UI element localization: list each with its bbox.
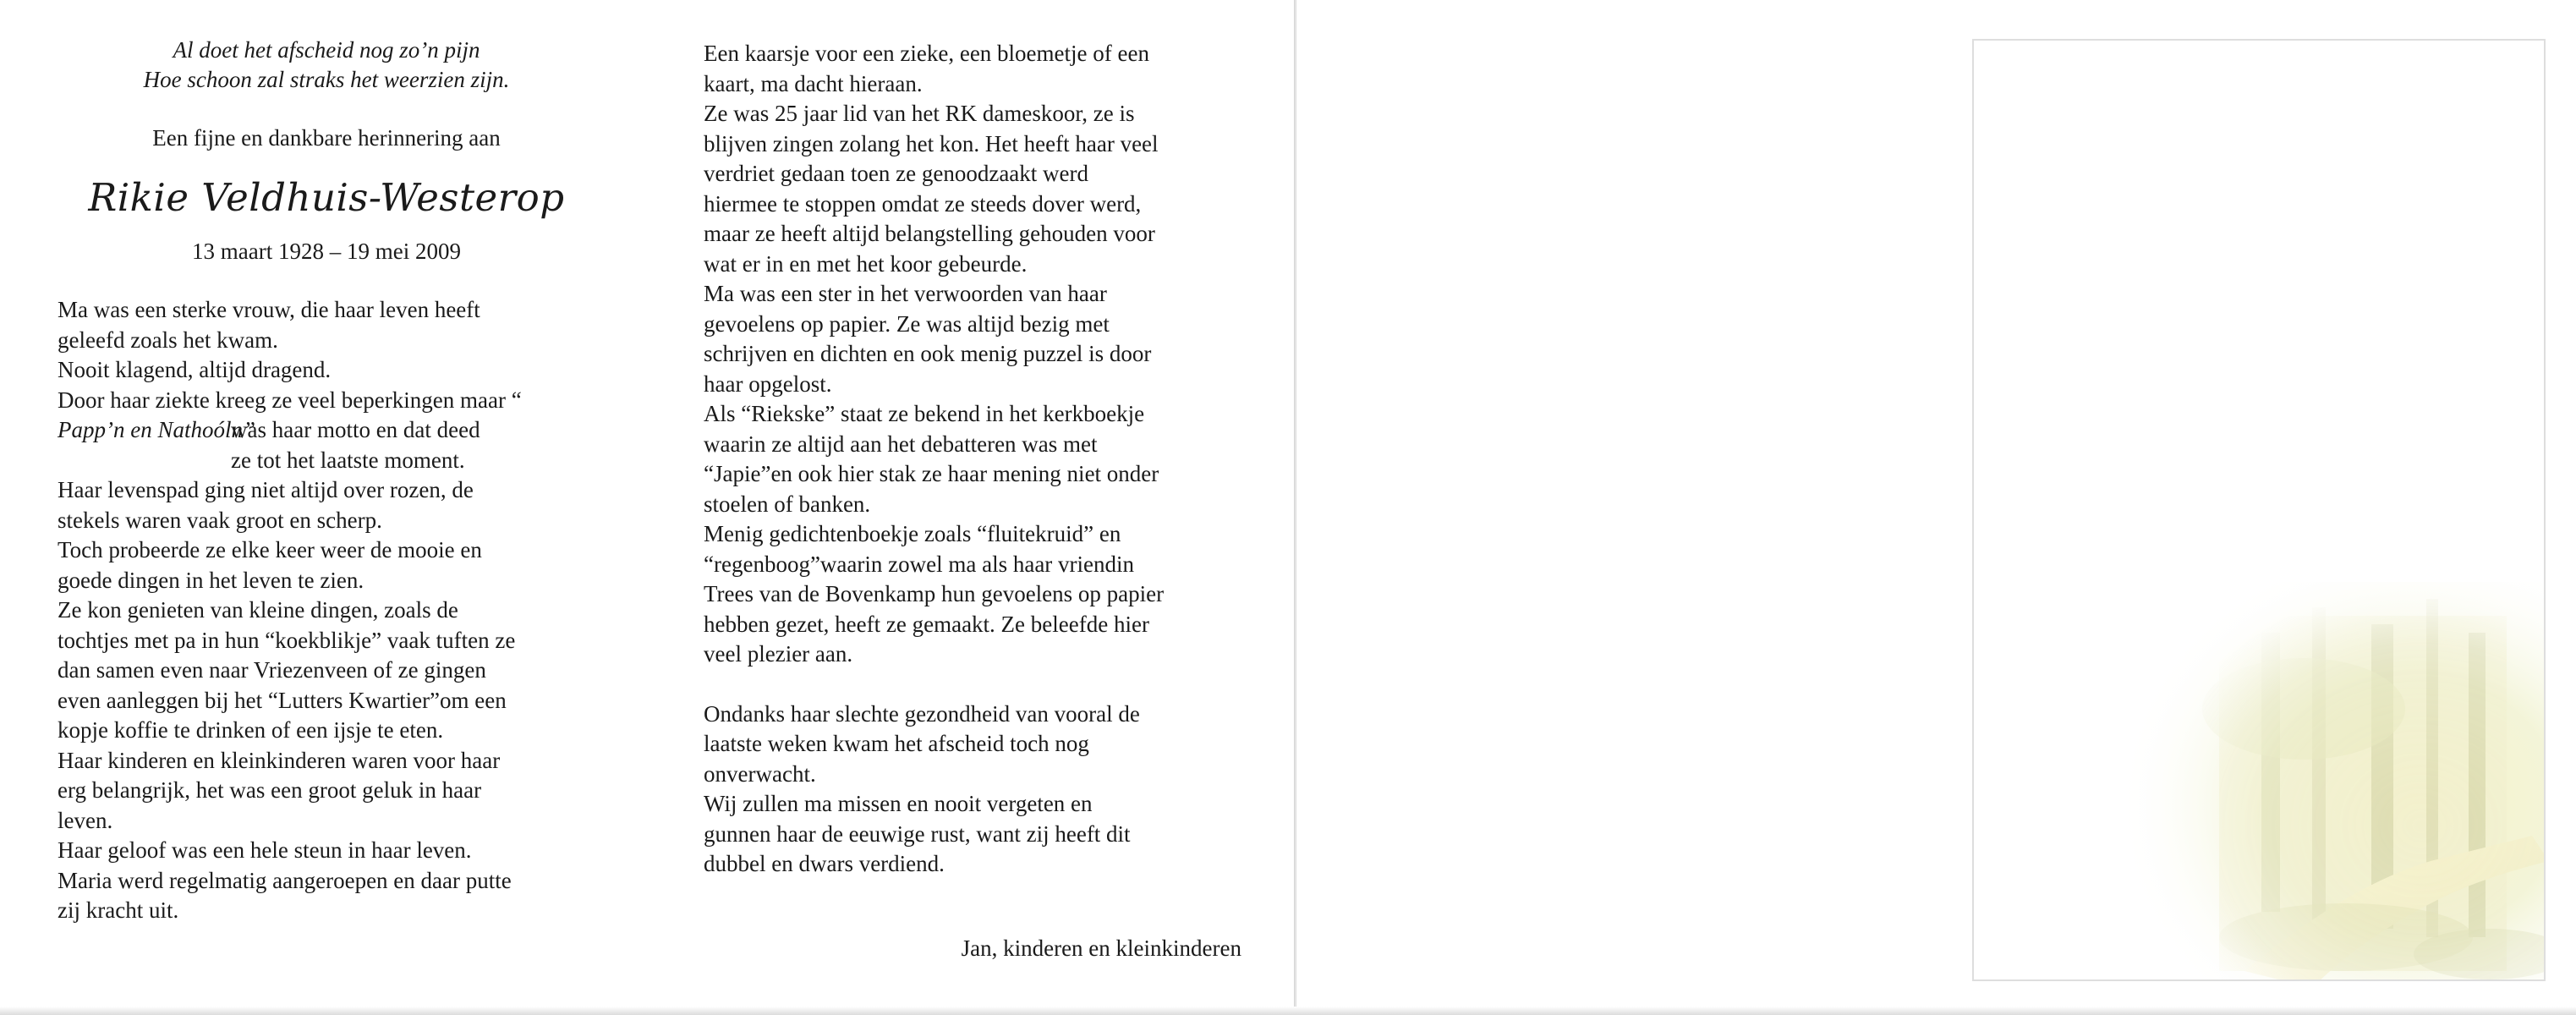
intro-line: Een fijne en dankbare herinnering aan	[152, 125, 501, 151]
poem-line-2: Hoe schoon zal straks het weerzien zijn.	[143, 67, 510, 92]
motto-quote: Papp’n en Nathoóln”	[58, 417, 255, 442]
paragraph: Ondanks haar slechte gezondheid van vooral de laatste weken kwam het afscheid toch nog onverwacht.	[704, 700, 1140, 787]
paragraph: Haar levenspad ging niet altijd over rozen, de stekels waren vaak groot en scherp.	[58, 477, 474, 533]
paragraph: Ze kon genieten van kleine dingen, zoals de tochtjes met pa in hun “koekblikje” vaak tuften ze dan samen even naar Vriezenveen of ze gingen even aanleggen bij het “Lutters Kwartier”om een kopje koffie te drinken of een ijsje te eten.	[58, 597, 516, 743]
paragraph: Ze was 25 jaar lid van het RK dameskoor, ze is blijven zingen zolang het kon. Het heeft haar veel verdriet gedaan toen ze genoodzaakt werd hiermee te stoppen omdat ze steeds dover werd, maar ze heeft altijd belangstelling gehouden voor wat er in en met het koor gebeurde.	[704, 101, 1159, 277]
motto-rest: was haar motto en dat deed ze tot het laatste moment.	[231, 417, 480, 473]
signoff: Jan, kinderen en kleinkinderen	[961, 935, 1241, 961]
paragraph-gap	[704, 670, 1241, 700]
forest-path-photo	[2092, 582, 2546, 981]
poem-line-1: Al doet het afscheid nog zo’n pijn	[173, 37, 480, 63]
life-dates: 13 maart 1928 – 19 mei 2009	[192, 238, 461, 264]
photo-frame	[1972, 39, 2546, 981]
deceased-name: Rikie Veldhuis-Westerop	[88, 174, 565, 220]
poem	[58, 36, 595, 95]
paragraph: Wij zullen ma missen en nooit vergeten en gunnen haar de eeuwige rust, want zij heeft dit dubbel en dwars verdiend.	[704, 791, 1131, 876]
middle-panel	[704, 39, 1241, 969]
left-panel	[58, 36, 595, 926]
paragraph: Ma was een ster in het verwoorden van haar gevoelens op papier. Ze was altijd bezig met schrijven en dichten en ook menig puzzel is door haar opgelost.	[704, 281, 1152, 397]
scan-bottom-edge	[0, 1007, 2576, 1015]
left-body-text	[58, 295, 595, 926]
paragraph: Door haar ziekte kreeg ze veel beperkingen maar “	[58, 387, 522, 413]
paragraph: Menig gedichtenboekje zoals “fluitekruid” en “regenboog”waarin zowel ma als haar vriendin Trees van de Bovenkamp hun gevoelens op papier hebben gezet, heeft ze gemaakt. Ze beleefde hier veel plezier aan.	[704, 521, 1165, 667]
paragraph: Een kaarsje voor een zieke, een bloemetje of een kaart, ma dacht hieraan.	[704, 41, 1149, 96]
paragraph: Nooit klagend, altijd dragend.	[58, 357, 332, 382]
paragraph: Toch probeerde ze elke keer weer de mooie en goede dingen in het leven te zien.	[58, 537, 482, 593]
paragraph: Als “Riekske” staat ze bekend in het kerkboekje waarin ze altijd aan het debatteren was met “Japie”en ook hier stak ze haar mening niet onder stoelen of banken.	[704, 401, 1159, 517]
card-fold-line	[1294, 0, 1296, 1015]
paragraph: Maria werd regelmatig aangeroepen en daar putte zij kracht uit.	[58, 867, 512, 923]
paragraph: Haar kinderen en kleinkinderen waren voor haar erg belangrijk, het was een groot geluk in haar leven.	[58, 747, 501, 833]
paragraph: Ma was een sterke vrouw, die haar leven heeft geleefd zoals het kwam.	[58, 297, 480, 353]
paragraph: Haar geloof was een hele steun in haar leven.	[58, 837, 472, 863]
